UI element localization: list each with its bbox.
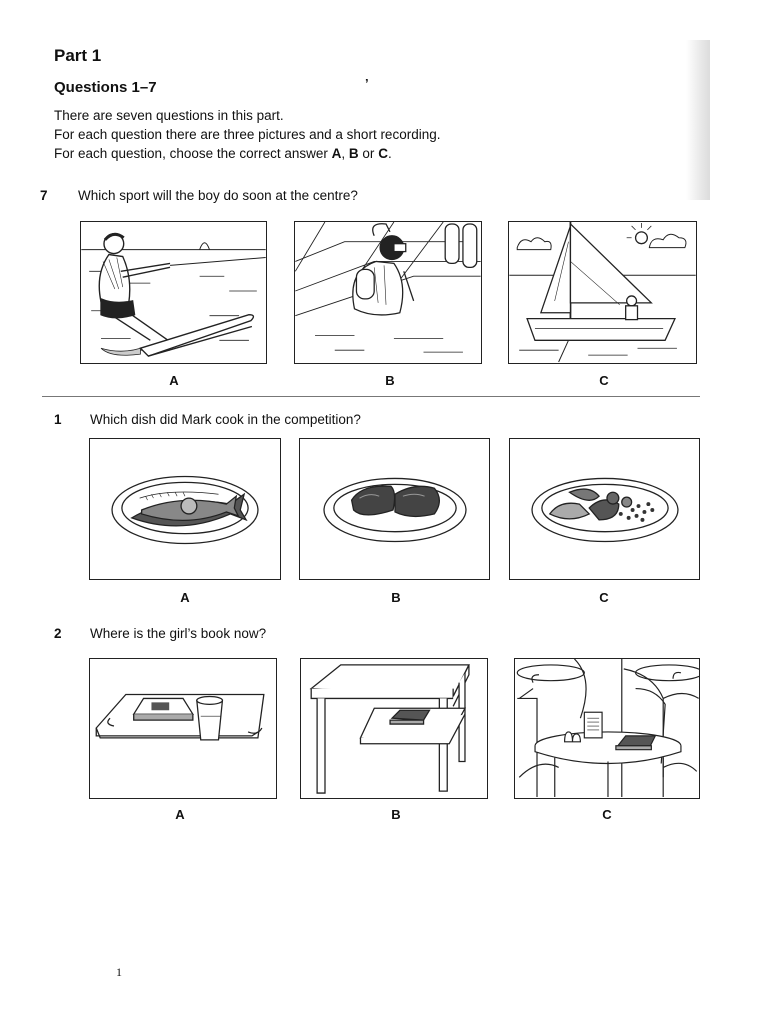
question-number: 2 — [54, 626, 62, 641]
questions-title: Questions 1–7 — [54, 79, 157, 96]
instruction-line-3: For each question, choose the correct answer A, B or C. — [54, 146, 392, 161]
question-number: 7 — [40, 188, 48, 203]
table-drawer-icon[interactable] — [300, 658, 488, 799]
option-label: C — [602, 807, 612, 822]
option-label: A — [175, 807, 185, 822]
stray-mark: ’ — [365, 76, 369, 91]
page-number: 1 — [116, 965, 122, 979]
option-label: A — [180, 590, 190, 605]
fish-dish-icon[interactable] — [89, 438, 281, 580]
water-skiing-icon[interactable] — [80, 221, 267, 364]
option-label: C — [599, 590, 609, 605]
question-text: Where is the girl’s book now? — [90, 626, 267, 641]
option-label: A — [169, 373, 179, 388]
scuba-diver-icon[interactable] — [294, 221, 482, 364]
question-number: 1 — [54, 412, 62, 427]
instruction-line-1: There are seven questions in this part. — [54, 108, 284, 123]
vegetable-dish-icon[interactable] — [509, 438, 700, 580]
example-divider — [42, 396, 700, 397]
question-text: Which sport will the boy do soon at the centre? — [78, 188, 358, 203]
steak-dish-icon[interactable] — [299, 438, 490, 580]
part-title: Part 1 — [54, 46, 102, 65]
option-label: B — [391, 590, 401, 605]
cafe-table-icon[interactable] — [514, 658, 700, 799]
question-text: Which dish did Mark cook in the competition? — [90, 412, 361, 427]
option-label: B — [385, 373, 395, 388]
sailing-boat-icon[interactable] — [508, 221, 697, 364]
instruction-line-2: For each question there are three pictures and a short recording. — [54, 127, 441, 142]
scan-shadow — [686, 40, 710, 200]
option-label: C — [599, 373, 609, 388]
tray-with-book-icon[interactable] — [89, 658, 277, 799]
option-label: B — [391, 807, 401, 822]
